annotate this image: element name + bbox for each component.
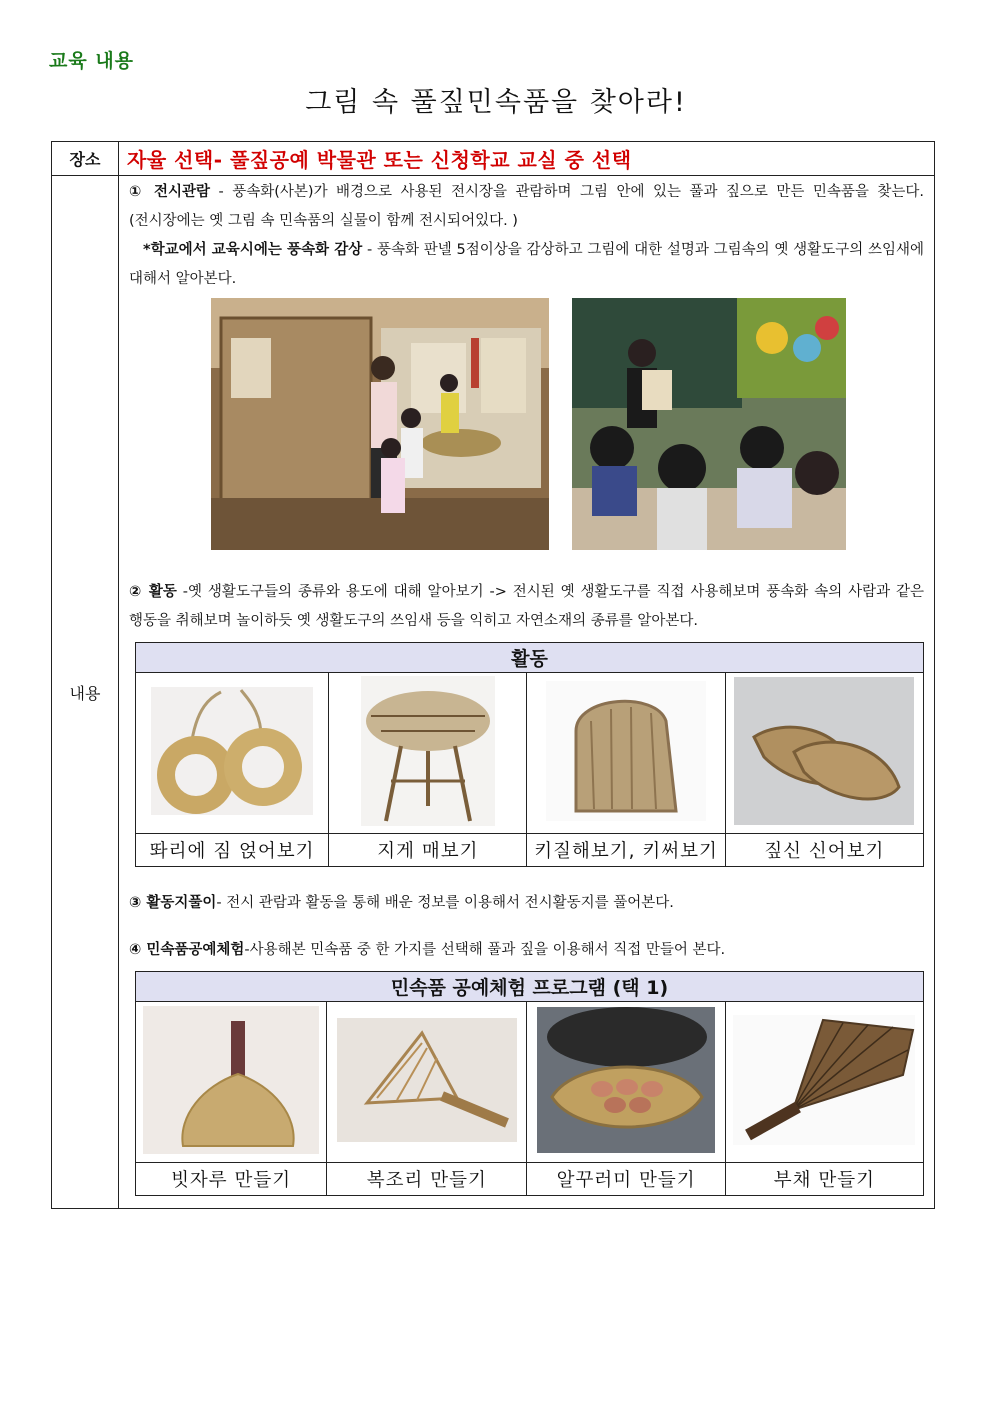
school-heading: *학교에서 교육시에는 풍속화 감상 bbox=[143, 242, 363, 258]
activity-caption-4: 짚신 신어보기 bbox=[725, 834, 923, 867]
page-title: 그림 속 풀짚민속품을 찾아라! bbox=[305, 87, 687, 118]
paragraph-worksheet bbox=[129, 889, 924, 918]
craft-table-header: 민속품 공예체험 프로그램 (택 1) bbox=[136, 972, 924, 1002]
program-table bbox=[51, 141, 935, 1209]
activity-caption-3: 키질해보기, 키써보기 bbox=[527, 834, 725, 867]
worksheet-heading: ③ 활동지풀이 bbox=[129, 895, 217, 911]
paragraph-school bbox=[129, 236, 924, 294]
straw-shoes-icon bbox=[725, 673, 923, 834]
activity-table bbox=[135, 642, 924, 867]
place-label: 장소 bbox=[52, 142, 119, 176]
activity-text: -옛 생활도구들의 종류와 용도에 대해 알아보기 -> 전시된 옛 생활도구를 직접 사용해보며 풍속화 속의 사람과 같은 행동을 취해보며 놀이하듯 옛 생활도구의 쓰임새 등을 익히고 자연소재의 종류를 알아본다. bbox=[129, 584, 925, 629]
egg-bundle-icon bbox=[527, 1002, 725, 1163]
activity-caption-2: 지게 매보기 bbox=[329, 834, 527, 867]
content-label: 내용 bbox=[52, 176, 119, 1209]
place-row bbox=[52, 142, 935, 176]
fan-icon bbox=[725, 1002, 923, 1163]
craft-caption-3: 알꾸러미 만들기 bbox=[527, 1163, 725, 1196]
worksheet-text: - 전시 관람과 활동을 통해 배운 정보를 이용해서 전시활동지를 풀어본다. bbox=[216, 895, 674, 911]
photo-row bbox=[129, 298, 924, 578]
activity-table-header: 활동 bbox=[136, 643, 924, 673]
classroom-photo bbox=[572, 298, 846, 550]
content-cell bbox=[119, 176, 935, 1209]
paragraph-exhibition bbox=[129, 178, 924, 236]
activity-caption-1: 똬리에 짐 얹어보기 bbox=[136, 834, 329, 867]
craft-table bbox=[135, 971, 924, 1196]
bokjori-scoop-icon bbox=[327, 1002, 527, 1163]
section-label: 교육 내용 bbox=[49, 50, 135, 72]
craft-caption-4: 부채 만들기 bbox=[725, 1163, 923, 1196]
exhibition-text: - 풍속화(사본)가 배경으로 사용된 전시장을 관람하며 그림 안에 있는 풀과 짚으로 만든 민속품을 찾는다. (전시장에는 옛 그림 속 민속품의 실물이 함께 전시되어있다. ) bbox=[129, 184, 924, 229]
paragraph-activity bbox=[129, 578, 924, 636]
school-text: - 풍속화 판넬 5점이상을 감상하고 그림에 대한 설명과 그림속의 옛 생활도구의 쓰임새에 대해서 알아본다. bbox=[129, 242, 924, 287]
craft-text: -사용해본 민속품 중 한 가지를 선택해 풀과 짚을 이용해서 직접 만들어 본다. bbox=[244, 942, 726, 958]
broom-icon bbox=[136, 1002, 327, 1163]
winnowing-basket-icon bbox=[527, 673, 725, 834]
content-row bbox=[52, 176, 935, 1209]
museum-photo bbox=[211, 298, 549, 550]
jige-a-frame-icon bbox=[329, 673, 527, 834]
place-value: 자율 선택- 풀짚공예 박물관 또는 신청학교 교실 중 선택 bbox=[119, 142, 935, 176]
activity-heading: ② 활동 bbox=[129, 584, 177, 600]
craft-caption-2: 복조리 만들기 bbox=[327, 1163, 527, 1196]
craft-caption-1: 빗자루 만들기 bbox=[136, 1163, 327, 1196]
exhibition-heading: ① 전시관람 bbox=[129, 184, 211, 200]
craft-heading: ④ 민속품공예체험 bbox=[129, 942, 245, 958]
paragraph-craft bbox=[129, 936, 924, 965]
ttwari-straw-ring-icon bbox=[136, 673, 329, 834]
